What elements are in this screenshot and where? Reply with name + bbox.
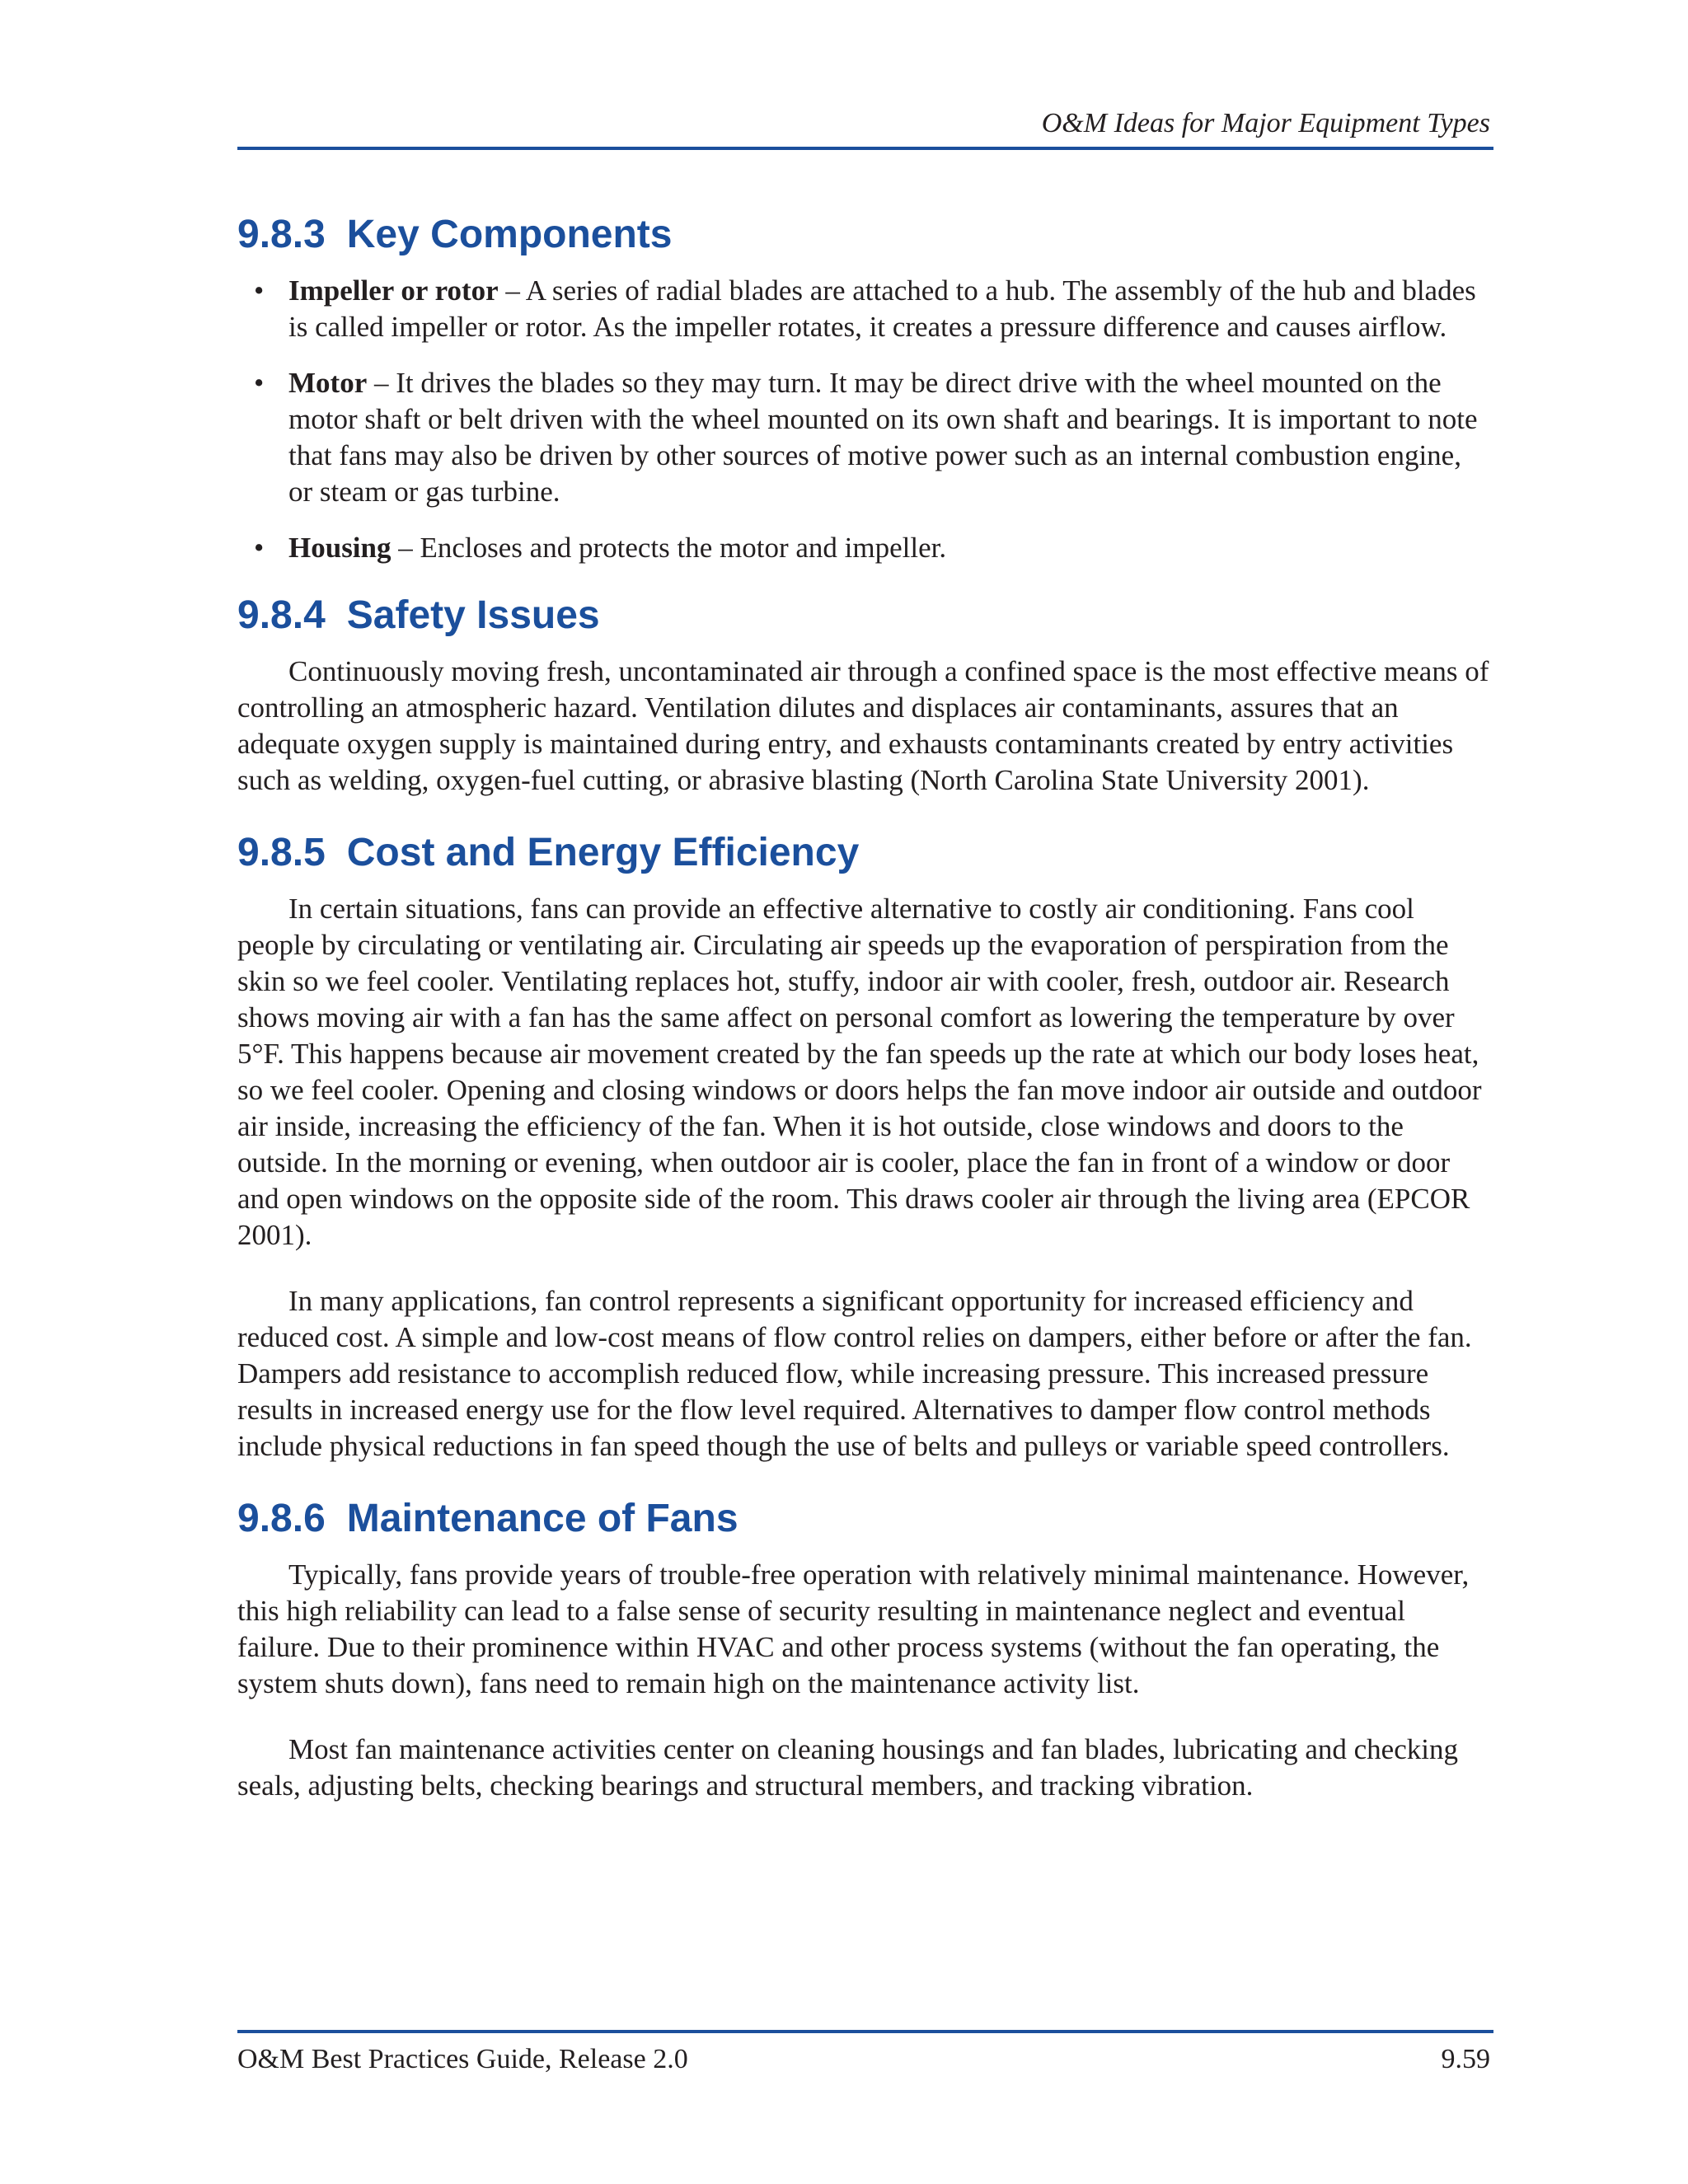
- bullet-icon: •: [254, 367, 265, 399]
- paragraph: In many applications, fan control represents a significant opportunity for increased efficiency and reduced cost. A simple and low-cost means of flow control relies on dampers, either before or after the fan. Dampers add resistance to accomplish reduced flow, while increasing pressure. This increased pressure results in increased energy use for the flow level required. Alternatives to damper flow control methods include physical reductions in fan speed though the use of belts and pulleys or variable speed controllers.: [237, 1285, 1472, 1462]
- paragraph: Continuously moving fresh, uncontaminated air through a confined space is the most effective means of controlling an atmospheric hazard. Ventilation dilutes and displaces air contaminants, assures that an adequate oxygen supply is maintained during entry, and exhausts contaminants created by entry activities such as welding, oxygen-fuel cutting, or abrasive blasting (North Carolina State University 2001).: [237, 655, 1489, 796]
- page-number: 9.59: [1441, 2044, 1490, 2074]
- paragraph: Typically, fans provide years of trouble-free operation with relatively minimal maintenance. However, this high reliability can lead to a false sense of security resulting in maintenance neglect and eventual failure. Due to their prominence within HVAC and other process systems (without the fan operating, the system shuts down), fans need to remain high on the maintenance activity list.: [237, 1558, 1470, 1699]
- section-number: 9.8.4: [237, 593, 326, 637]
- section-number: 9.8.3: [237, 213, 326, 256]
- section-title: Safety Issues: [346, 593, 600, 637]
- section-title: Cost and Energy Efficiency: [346, 831, 860, 874]
- section-title: Maintenance of Fans: [346, 1497, 738, 1540]
- list-item: [237, 273, 1490, 345]
- paragraph: In certain situations, fans can provide an effective alternative to costly air conditioning. Fans cool people by circulating or ventilating air. Circulating air speeds up the evaporation of perspiration from the skin so we feel cooler. Ventilating replaces hot, stuffy, indoor air with cooler, fresh, outdoor air. Research shows moving air with a fan has the same affect on personal comfort as lowering the temperature by over 5°F. This happens because air movement created by the fan speeds up the rate at which our body loses heat, so we feel cooler. Opening and closing windows or doors helps the fan move indoor air outside and outdoor air inside, increasing the efficiency of the fan. When it is hot outside, close windows and doors to the outside. In the morning or evening, when outdoor air is cooler, place the fan in front of a window or door and open windows on the opposite side of the room. This draws cooler air through the living area (EPCOR 2001).: [237, 893, 1482, 1251]
- section-heading-maintenance: [237, 1494, 1490, 1544]
- item-dash: –: [498, 274, 526, 307]
- list-item: [237, 365, 1490, 510]
- item-term: Impeller or rotor: [288, 274, 499, 307]
- section-heading-safety-issues: [237, 591, 1490, 640]
- footer-rule: [237, 2030, 1493, 2033]
- item-dash: –: [367, 367, 396, 399]
- item-term: Motor: [288, 367, 368, 399]
- paragraph: Most fan maintenance activities center on cleaning housings and fan blades, lubricating and checking seals, adjusting belts, checking bearings and structural members, and tracking vibration.: [237, 1733, 1458, 1802]
- footer-title: O&M Best Practices Guide, Release 2.0: [237, 2044, 688, 2074]
- list-item: [237, 530, 1490, 566]
- item-dash: –: [391, 532, 420, 564]
- section-number: 9.8.5: [237, 831, 326, 874]
- page-body: [237, 210, 1490, 1834]
- section-title: Key Components: [346, 213, 673, 256]
- key-components-list: [237, 273, 1490, 566]
- header-rule: [237, 147, 1493, 150]
- section-heading-cost-energy: [237, 828, 1490, 878]
- section-number: 9.8.6: [237, 1497, 326, 1540]
- bullet-icon: •: [254, 274, 265, 307]
- item-text: A series of radial blades are attached to a hub. The assembly of the hub and blades is called impeller or rotor. As the impeller rotates, it creates a pressure difference and causes airflow.: [288, 274, 1476, 343]
- bullet-icon: •: [254, 532, 265, 564]
- section-heading-key-components: [237, 210, 1490, 260]
- item-term: Housing: [288, 532, 392, 564]
- running-head: O&M Ideas for Major Equipment Types: [1041, 108, 1490, 138]
- item-text: It drives the blades so they may turn. It may be direct drive with the wheel mounted on the motor shaft or belt driven with the wheel mounted on its own shaft and bearings. It is important to note that fans may also be driven by other sources of motive power such as an internal combustion engine, or steam or gas turbine.: [288, 367, 1478, 508]
- item-text: Encloses and protects the motor and impeller.: [420, 532, 947, 564]
